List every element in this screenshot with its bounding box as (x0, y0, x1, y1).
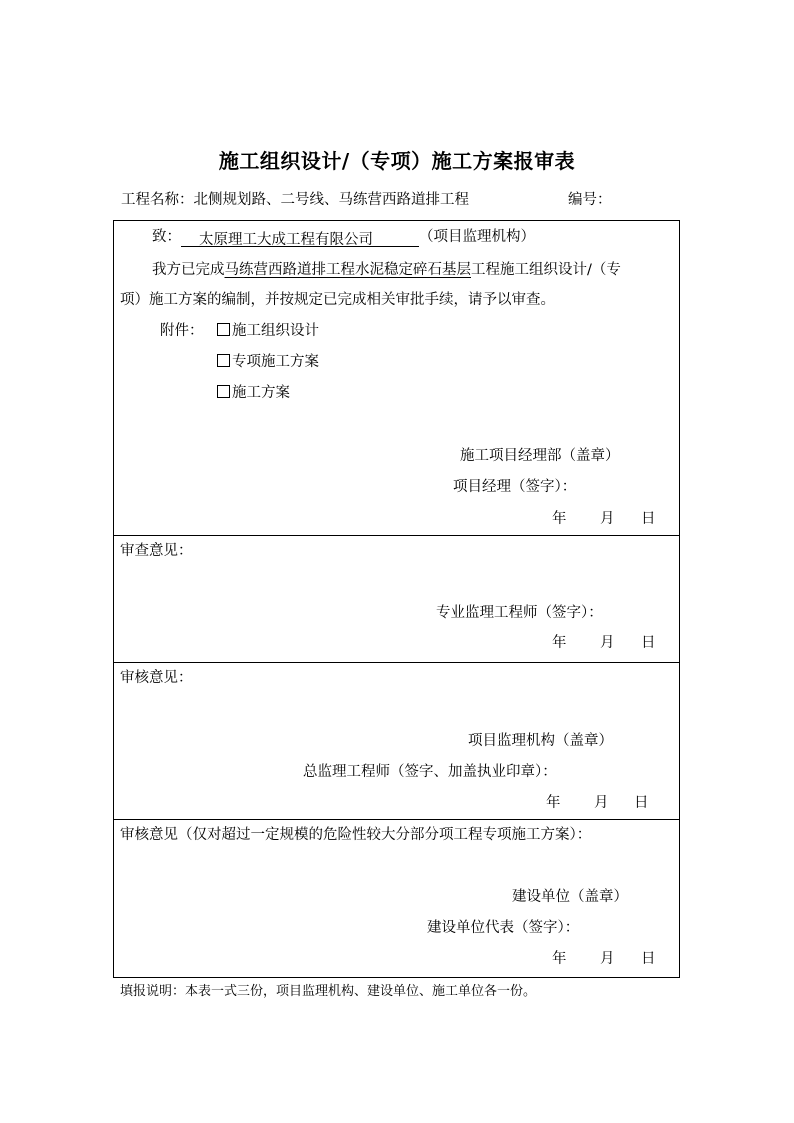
supervision-org-seal: 项目监理机构（盖章） (468, 733, 613, 749)
statement-work-item: 马练营西路道排工程水泥稳定碎石基层 (224, 262, 471, 278)
owner-seal: 建设单位（盖章） (512, 889, 628, 905)
attachment-label-text: 施工方案 (232, 385, 290, 401)
to-suffix: （项目监理机构） (419, 229, 535, 245)
date-month: 月 (600, 951, 615, 967)
date-month: 月 (600, 511, 615, 527)
project-name-line (121, 190, 469, 210)
review-section (113, 535, 680, 663)
attachment-label: 附件： (160, 323, 204, 339)
statement-suffix: 工程施工组织设计/（专 (471, 262, 621, 278)
attachment-org-design[interactable] (217, 321, 319, 341)
statement-line-1 (152, 260, 621, 280)
owner-approval-heading: 审核意见（仅对超过一定规模的危险性较大分部分项工程专项施工方案）： (120, 827, 592, 843)
number-label: 编号： (568, 192, 612, 208)
submission-section (113, 220, 680, 536)
statement-prefix: 我方已完成 (152, 262, 225, 278)
date-day: 日 (641, 951, 656, 967)
project-name: 北侧规划路、二号线、马练营西路道排工程 (193, 192, 469, 208)
footnote: 填报说明：本表一式三份，项目监理机构、建设单位、施工单位各一份。 (120, 984, 537, 999)
date-day: 日 (634, 795, 649, 811)
date-month: 月 (594, 795, 609, 811)
owner-approval-section (113, 819, 680, 978)
supervising-engineer-signature: 专业监理工程师（签字）： (436, 605, 603, 621)
date-year: 年 (552, 635, 567, 651)
checkbox-icon[interactable] (217, 354, 230, 367)
statement-line-2: 项）施工方案的编制，并按规定已完成相关审批手续，请予以审查。 (120, 292, 555, 308)
attachment-label-text: 专项施工方案 (232, 354, 319, 370)
page-title: 施工组织设计/（专项）施工方案报审表 (218, 149, 576, 173)
attachment-construction-plan[interactable] (217, 383, 290, 403)
project-manager-signature: 项目经理（签字）： (453, 479, 577, 495)
chief-engineer-signature: 总监理工程师（签字、加盖执业印章）： (303, 764, 557, 780)
date-month: 月 (600, 635, 615, 651)
contractor-seal: 施工项目经理部（盖章） (460, 448, 620, 464)
approval-section (113, 662, 680, 820)
date-year: 年 (552, 511, 567, 527)
attachment-label-text: 施工组织设计 (232, 323, 319, 339)
attachment-special-plan[interactable] (217, 352, 319, 372)
date-year: 年 (546, 795, 561, 811)
project-label: 工程名称： (121, 192, 194, 208)
date-year: 年 (552, 951, 567, 967)
checkbox-icon[interactable] (217, 385, 230, 398)
approval-heading: 审核意见： (120, 670, 193, 686)
owner-representative-signature: 建设单位代表（签字）： (427, 920, 580, 936)
to-label: 致： (152, 229, 181, 245)
date-day: 日 (641, 511, 656, 527)
date-day: 日 (641, 635, 656, 651)
addressee-line (152, 227, 535, 247)
checkbox-icon[interactable] (217, 323, 230, 336)
review-heading: 审查意见： (120, 543, 193, 559)
to-org: 太原理工大成工程有限公司 (181, 230, 419, 247)
